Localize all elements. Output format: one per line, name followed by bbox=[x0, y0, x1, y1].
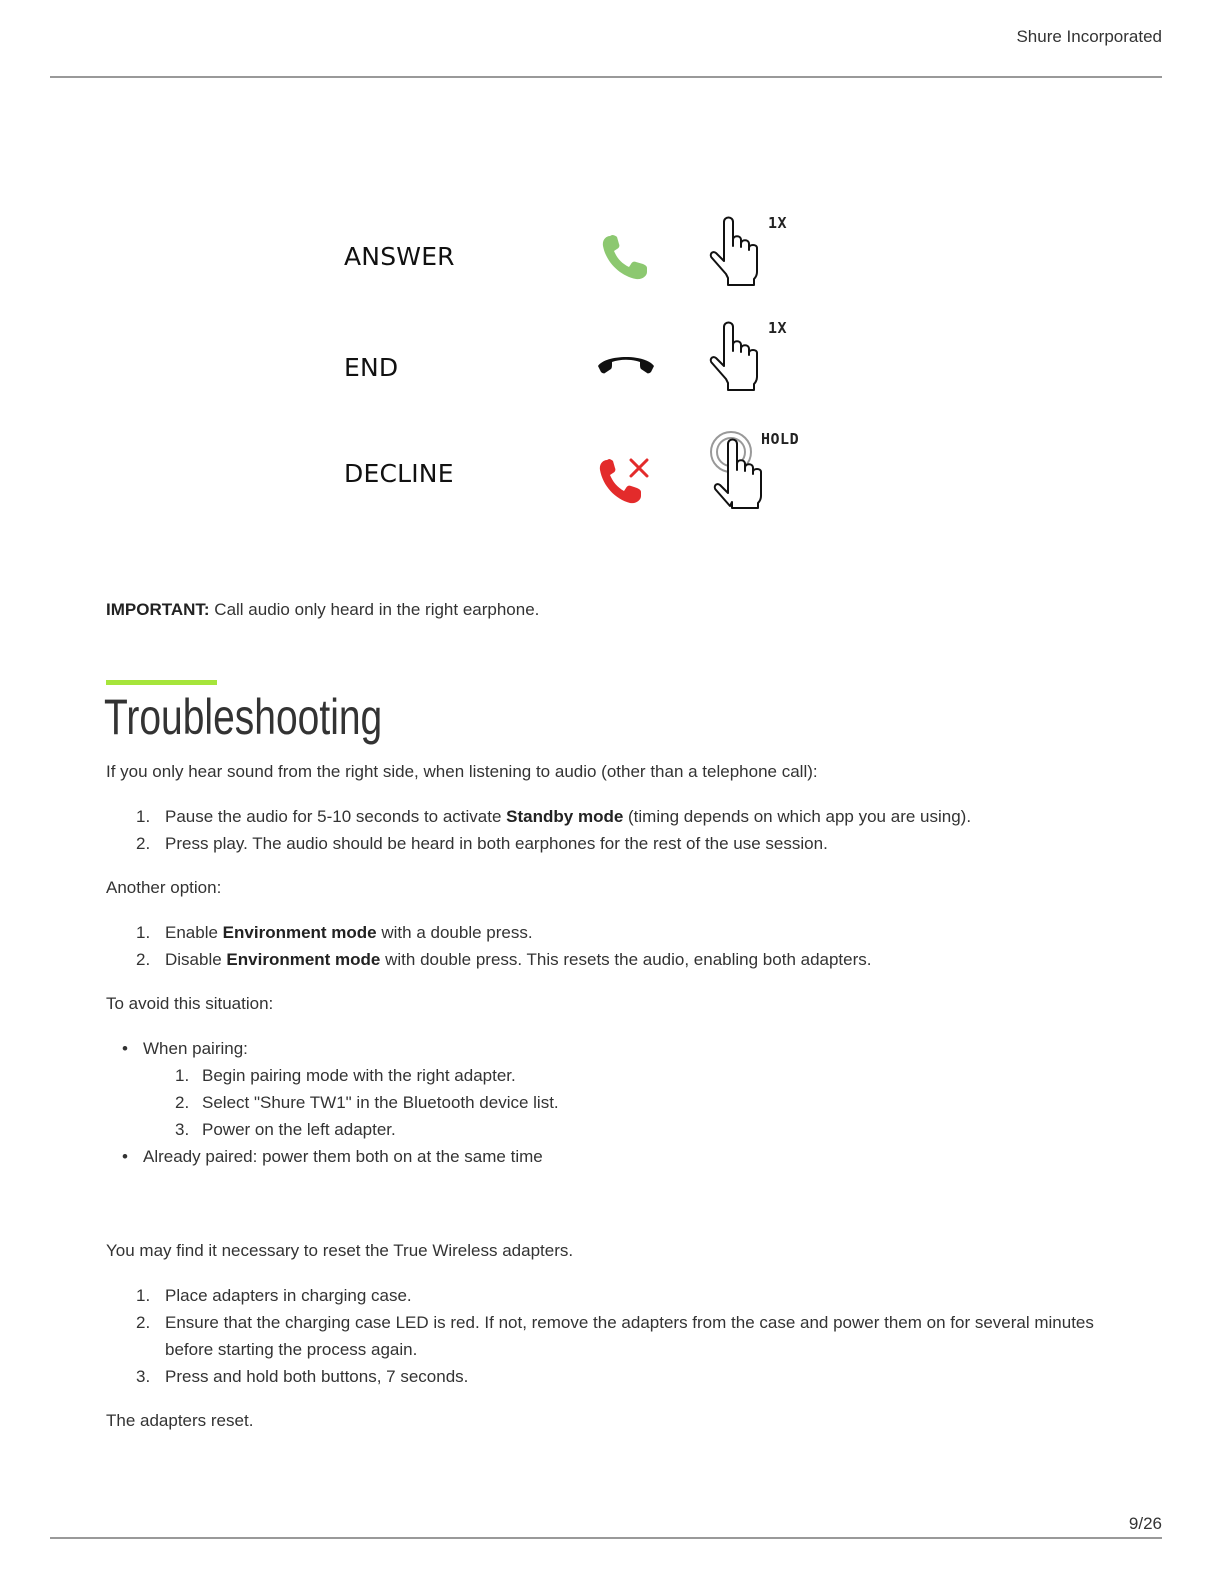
intro-paragraph: If you only hear sound from the right side, when listening to audio (other than a telephone call): bbox=[106, 762, 818, 781]
press-count-end: 1X bbox=[768, 319, 788, 337]
bullet-item-pairing: • When pairing: 1. Begin pairing mode with the right adapter. 2. Select "Shure TW1" in the Bluetooth device list. 3. Power on the left adapter. bbox=[122, 1035, 1022, 1143]
list-item: 2. Select "Shure TW1" in the Bluetooth device list. bbox=[175, 1093, 559, 1112]
list-item: 1. Enable Environment mode with a double press. bbox=[136, 923, 533, 942]
header-divider bbox=[50, 76, 1162, 78]
list-item: 2. Press play. The audio should be heard in both earphones for the rest of the use session. bbox=[136, 834, 828, 853]
bullet-item-paired: • Already paired: power them both on at the same time bbox=[122, 1143, 1022, 1170]
reset-steps bbox=[136, 1282, 1096, 1390]
reset-result: The adapters reset. bbox=[106, 1411, 254, 1430]
list-item: 1. Pause the audio for 5-10 seconds to activate Standby mode (timing depends on which app you are using). bbox=[136, 807, 972, 826]
press-count-decline: HOLD bbox=[761, 430, 800, 448]
phone-end-icon bbox=[596, 352, 656, 376]
important-note bbox=[106, 600, 539, 620]
footer-divider bbox=[50, 1537, 1162, 1539]
pairing-steps bbox=[143, 1062, 1022, 1143]
environment-steps bbox=[136, 919, 1096, 973]
bullet-icon: • bbox=[122, 1147, 128, 1166]
list-item: 1. Place adapters in charging case. bbox=[136, 1286, 412, 1305]
another-option-label: Another option: bbox=[106, 878, 222, 897]
avoid-label: To avoid this situation: bbox=[106, 994, 274, 1013]
list-item: 3. Power on the left adapter. bbox=[175, 1120, 396, 1139]
standby-steps bbox=[136, 803, 1096, 857]
list-item: 2. Disable Environment mode with double press. This resets the audio, enabling both adapters. bbox=[136, 950, 872, 969]
avoid-bullets bbox=[122, 1035, 1022, 1170]
phone-decline-icon bbox=[598, 456, 652, 506]
header-company-name: Shure Incorporated bbox=[1016, 27, 1162, 46]
section-accent-bar bbox=[106, 680, 217, 685]
gesture-label-decline: DECLINE bbox=[344, 459, 454, 488]
press-count-answer: 1X bbox=[768, 214, 788, 232]
list-item: 3. Press and hold both buttons, 7 seconds. bbox=[136, 1367, 469, 1386]
tap-hand-icon bbox=[706, 319, 766, 393]
reset-intro: You may find it necessary to reset the True Wireless adapters. bbox=[106, 1241, 574, 1260]
list-item: 2. Ensure that the charging case LED is red. If not, remove the adapters from the case and power them on for several minutes before starting the process again. bbox=[136, 1313, 1094, 1359]
section-title: Troubleshooting bbox=[104, 689, 383, 745]
bullet-icon: • bbox=[122, 1039, 128, 1058]
phone-answer-icon bbox=[600, 234, 650, 282]
page-number: 9/26 bbox=[1128, 1514, 1162, 1533]
gesture-label-answer: ANSWER bbox=[344, 242, 455, 271]
important-label: IMPORTANT: bbox=[106, 600, 210, 619]
gesture-label-end: END bbox=[344, 353, 399, 382]
important-text: Call audio only heard in the right earphone. bbox=[209, 600, 540, 619]
list-item: 1. Begin pairing mode with the right adapter. bbox=[175, 1066, 516, 1085]
tap-hand-icon bbox=[706, 214, 766, 288]
